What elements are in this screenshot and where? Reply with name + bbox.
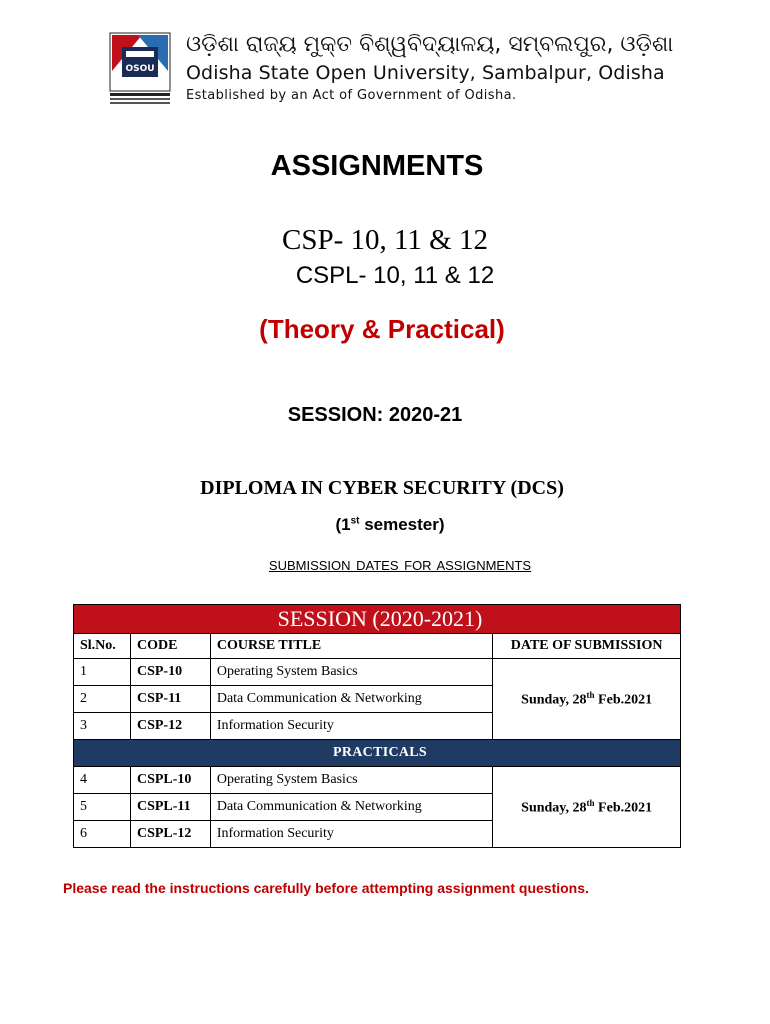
university-name-english: Odisha State Open University, Sambalpur, Odisha [186, 62, 665, 84]
column-header: CODE [130, 634, 210, 659]
semester-label: (1st semester) [335, 515, 445, 534]
table-header-row [74, 634, 681, 659]
title-cell: Information Security [210, 713, 492, 740]
column-header: Sl.No. [74, 634, 131, 659]
table-row [74, 659, 681, 686]
document-subtitle: (Theory & Practical) [259, 314, 505, 344]
session-label: SESSION: 2020-21 [287, 404, 463, 426]
sl-cell: 5 [74, 794, 131, 821]
svg-text:OSOU: OSOU [125, 64, 155, 74]
practicals-banner-row [74, 740, 681, 767]
title-cell: Information Security [210, 821, 492, 848]
university-name-odia: ଓଡ଼ିଶା ରାଜ୍ୟ ମୁକ୍ତ ବିଶ୍ୱବିଦ୍ୟାଳୟ, ସମ୍ବଲପୁର, ଓଡ଼ିଶା [186, 32, 674, 57]
title-cell: Data Communication & Networking [210, 794, 492, 821]
code-cell: CSPL-11 [130, 794, 210, 821]
column-header: DATE OF SUBMISSION [493, 634, 681, 659]
code-cell: CSP-11 [130, 686, 210, 713]
code-cell: CSP-10 [130, 659, 210, 686]
title-cell: Data Communication & Networking [210, 686, 492, 713]
code-cell: CSP-12 [130, 713, 210, 740]
document-title: ASSIGNMENTS [270, 150, 484, 182]
university-logo [108, 31, 172, 107]
sl-cell: 4 [74, 767, 131, 794]
sl-cell: 2 [74, 686, 131, 713]
session-banner-row [74, 605, 681, 634]
practical-submission-date: Sunday, 28th Feb.2021 [493, 767, 681, 848]
code-cell: CSPL-12 [130, 821, 210, 848]
code-cell: CSPL-10 [130, 767, 210, 794]
sl-cell: 6 [74, 821, 131, 848]
course-codes-cspl: CSPL- 10, 11 & 12 [295, 262, 495, 289]
theory-submission-date: Sunday, 28th Feb.2021 [493, 659, 681, 740]
submission-heading: SUBMISSION DATES FOR ASSIGNMENTS [268, 558, 532, 573]
course-codes-csp: CSP- 10, 11 & 12 [282, 224, 488, 256]
table-row [74, 767, 681, 794]
sl-cell: 1 [74, 659, 131, 686]
submission-schedule-table [73, 604, 681, 848]
instruction-note: Please read the instructions carefully before attempting assignment questions. [63, 880, 589, 896]
session-banner: SESSION (2020-2021) [74, 605, 681, 634]
title-cell: Operating System Basics [210, 767, 492, 794]
program-name: DIPLOMA IN CYBER SECURITY (DCS) [200, 477, 564, 499]
sl-cell: 3 [74, 713, 131, 740]
practicals-banner: PRACTICALS [74, 740, 681, 767]
established-note: Established by an Act of Government of Odisha. [186, 88, 517, 103]
title-cell: Operating System Basics [210, 659, 492, 686]
column-header: COURSE TITLE [210, 634, 492, 659]
